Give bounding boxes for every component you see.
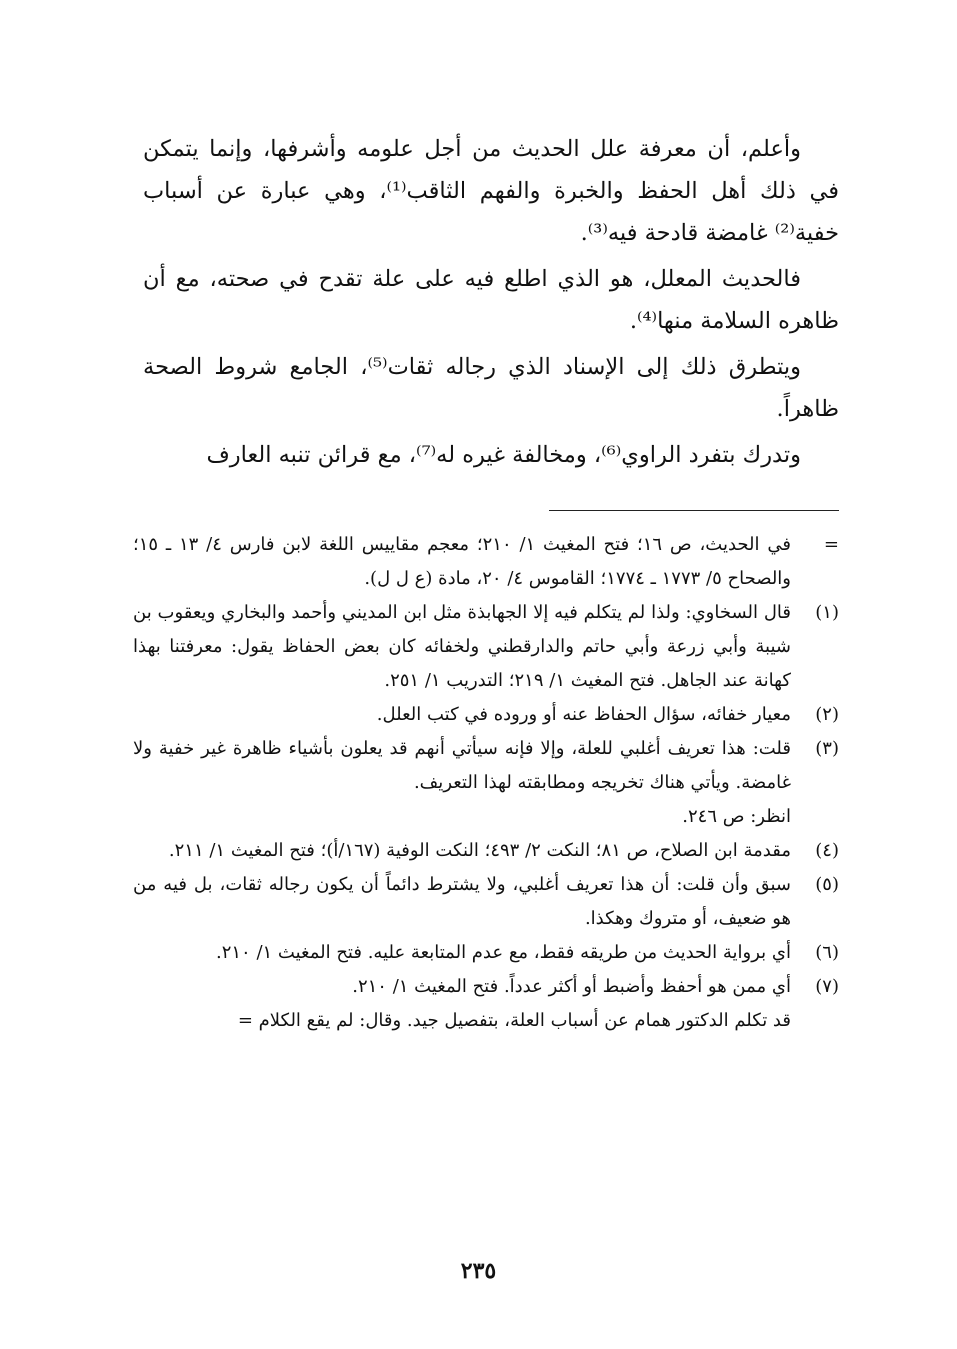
footnote-text: قال السخاوي: ولذا لم يتكلم فيه إلا الجهابذة مثل ابن المديني وأحمد والبخاري ويعقوب بن شيبة وأبي زرعة وأبي حاتم والدارقطني ولخفائه كان بعض الحفاظ يقول: معرفتنا بهذا كهانة عند الجاهل. فتح المغيث ١/ ٢١٩؛ التدريب ١/ ٢٥١. (133, 602, 791, 691)
footnote (133, 834, 839, 868)
footnote-marker: (٥) (815, 874, 839, 895)
footnote (133, 732, 839, 834)
body-paragraph: فالحديث المعلل، هو الذي اطلع فيه على علة تقدح في صحته، مع أن ظاهره السلامة منها⁽⁴⁾. (143, 266, 839, 334)
footnote-text: في الحديث، ص ١٦؛ فتح المغيث ١/ ٢١٠؛ معجم مقاييس اللغة لابن فارس ٤/ ١٣ ـ ١٥؛ والصحاح ٥/ ١٧٧٣ ـ ١٧٧٤؛ القاموس ٤/ ٢٠، مادة (ع ل ل). (133, 534, 791, 589)
body-paragraph: ويتطرق ذلك إلى الإسناد الذي رجاله ثقات⁽⁵⁾، الجامع شروط الصحة ظاهراً. (143, 354, 839, 422)
footnote-text (133, 732, 791, 834)
footnote (133, 698, 839, 732)
footnote-text: أي ممن هو أحفظ وأضبط أو أكثر عدداً. فتح المغيث ١/ ٢١٠. (352, 976, 791, 997)
footnote (133, 528, 839, 596)
footnote-text: سبق وأن قلت: أن هذا تعريف أغلبي، ولا يشترط دائماً أن يكون رجاله ثقات، بل فيه من هو ضعيف، أو متروك وهكذا. (133, 874, 791, 929)
footnote-text: أي برواية الحديث من طريقه فقط، مع عدم المتابعة عليه. فتح المغيث ١/ ٢١٠. (215, 942, 791, 963)
footnote (133, 868, 839, 936)
body-paragraph: وأعلم، أن معرفة علل الحديث من أجل علومه وأشرفها، وإنما يتمكن في ذلك أهل الحفظ والخبرة والفهم الثاقب⁽¹⁾، وهي عبارة عن أسباب خفية⁽²⁾ غامضة قادحة فيه⁽³⁾. (143, 136, 839, 246)
footnote-text: مقدمة ابن الصلاح، ص ٨١؛ النكت ٢/ ٤٩٣؛ النكت الوفية (١٦٧/أ)؛ فتح المغيث ١/ ٢١١. (168, 840, 791, 861)
footnote (133, 970, 839, 1004)
footnote-marker: (٧) (815, 976, 839, 997)
footnote-marker: (٣) (815, 738, 839, 759)
footnote-line: انظر: ص ٢٤٦. (682, 806, 791, 827)
body-text (143, 128, 839, 480)
footnote-continuation: قد تكلم الدكتور همام عن أسباب العلة، بتفصيل جيد. وقال: لم يقع الكلام = (237, 1010, 791, 1031)
page-number: ٢٣٥ (460, 1258, 497, 1284)
footnote-marker: (٦) (815, 942, 839, 963)
footnote-text: معيار خفائه، سؤال الحفاظ عنه أو وروده في كتب العلل. (376, 704, 791, 725)
footnote-marker: (٢) (815, 704, 839, 725)
footnote-separator (549, 510, 839, 511)
footnote (133, 936, 839, 970)
footnote-marker: = (823, 534, 839, 555)
footnote (133, 596, 839, 698)
footnote-marker: (٤) (815, 840, 839, 861)
footnotes (133, 528, 839, 1038)
footnote-marker: (١) (815, 602, 839, 623)
body-paragraph: وتدرك بتفرد الراوي⁽⁶⁾، ومخالفة غيره له⁽⁷⁾، مع قرائن تنبه العارف (206, 442, 801, 468)
footnote-line: قلت: هذا تعريف أغلبي للعلة، وإلا فإنه سيأتي أنهم قد يعلون بأشياء ظاهرة غير خفية ولا غامضة. ويأتي هناك تخريجه ومطابقته لهذا التعريف. (133, 738, 791, 793)
